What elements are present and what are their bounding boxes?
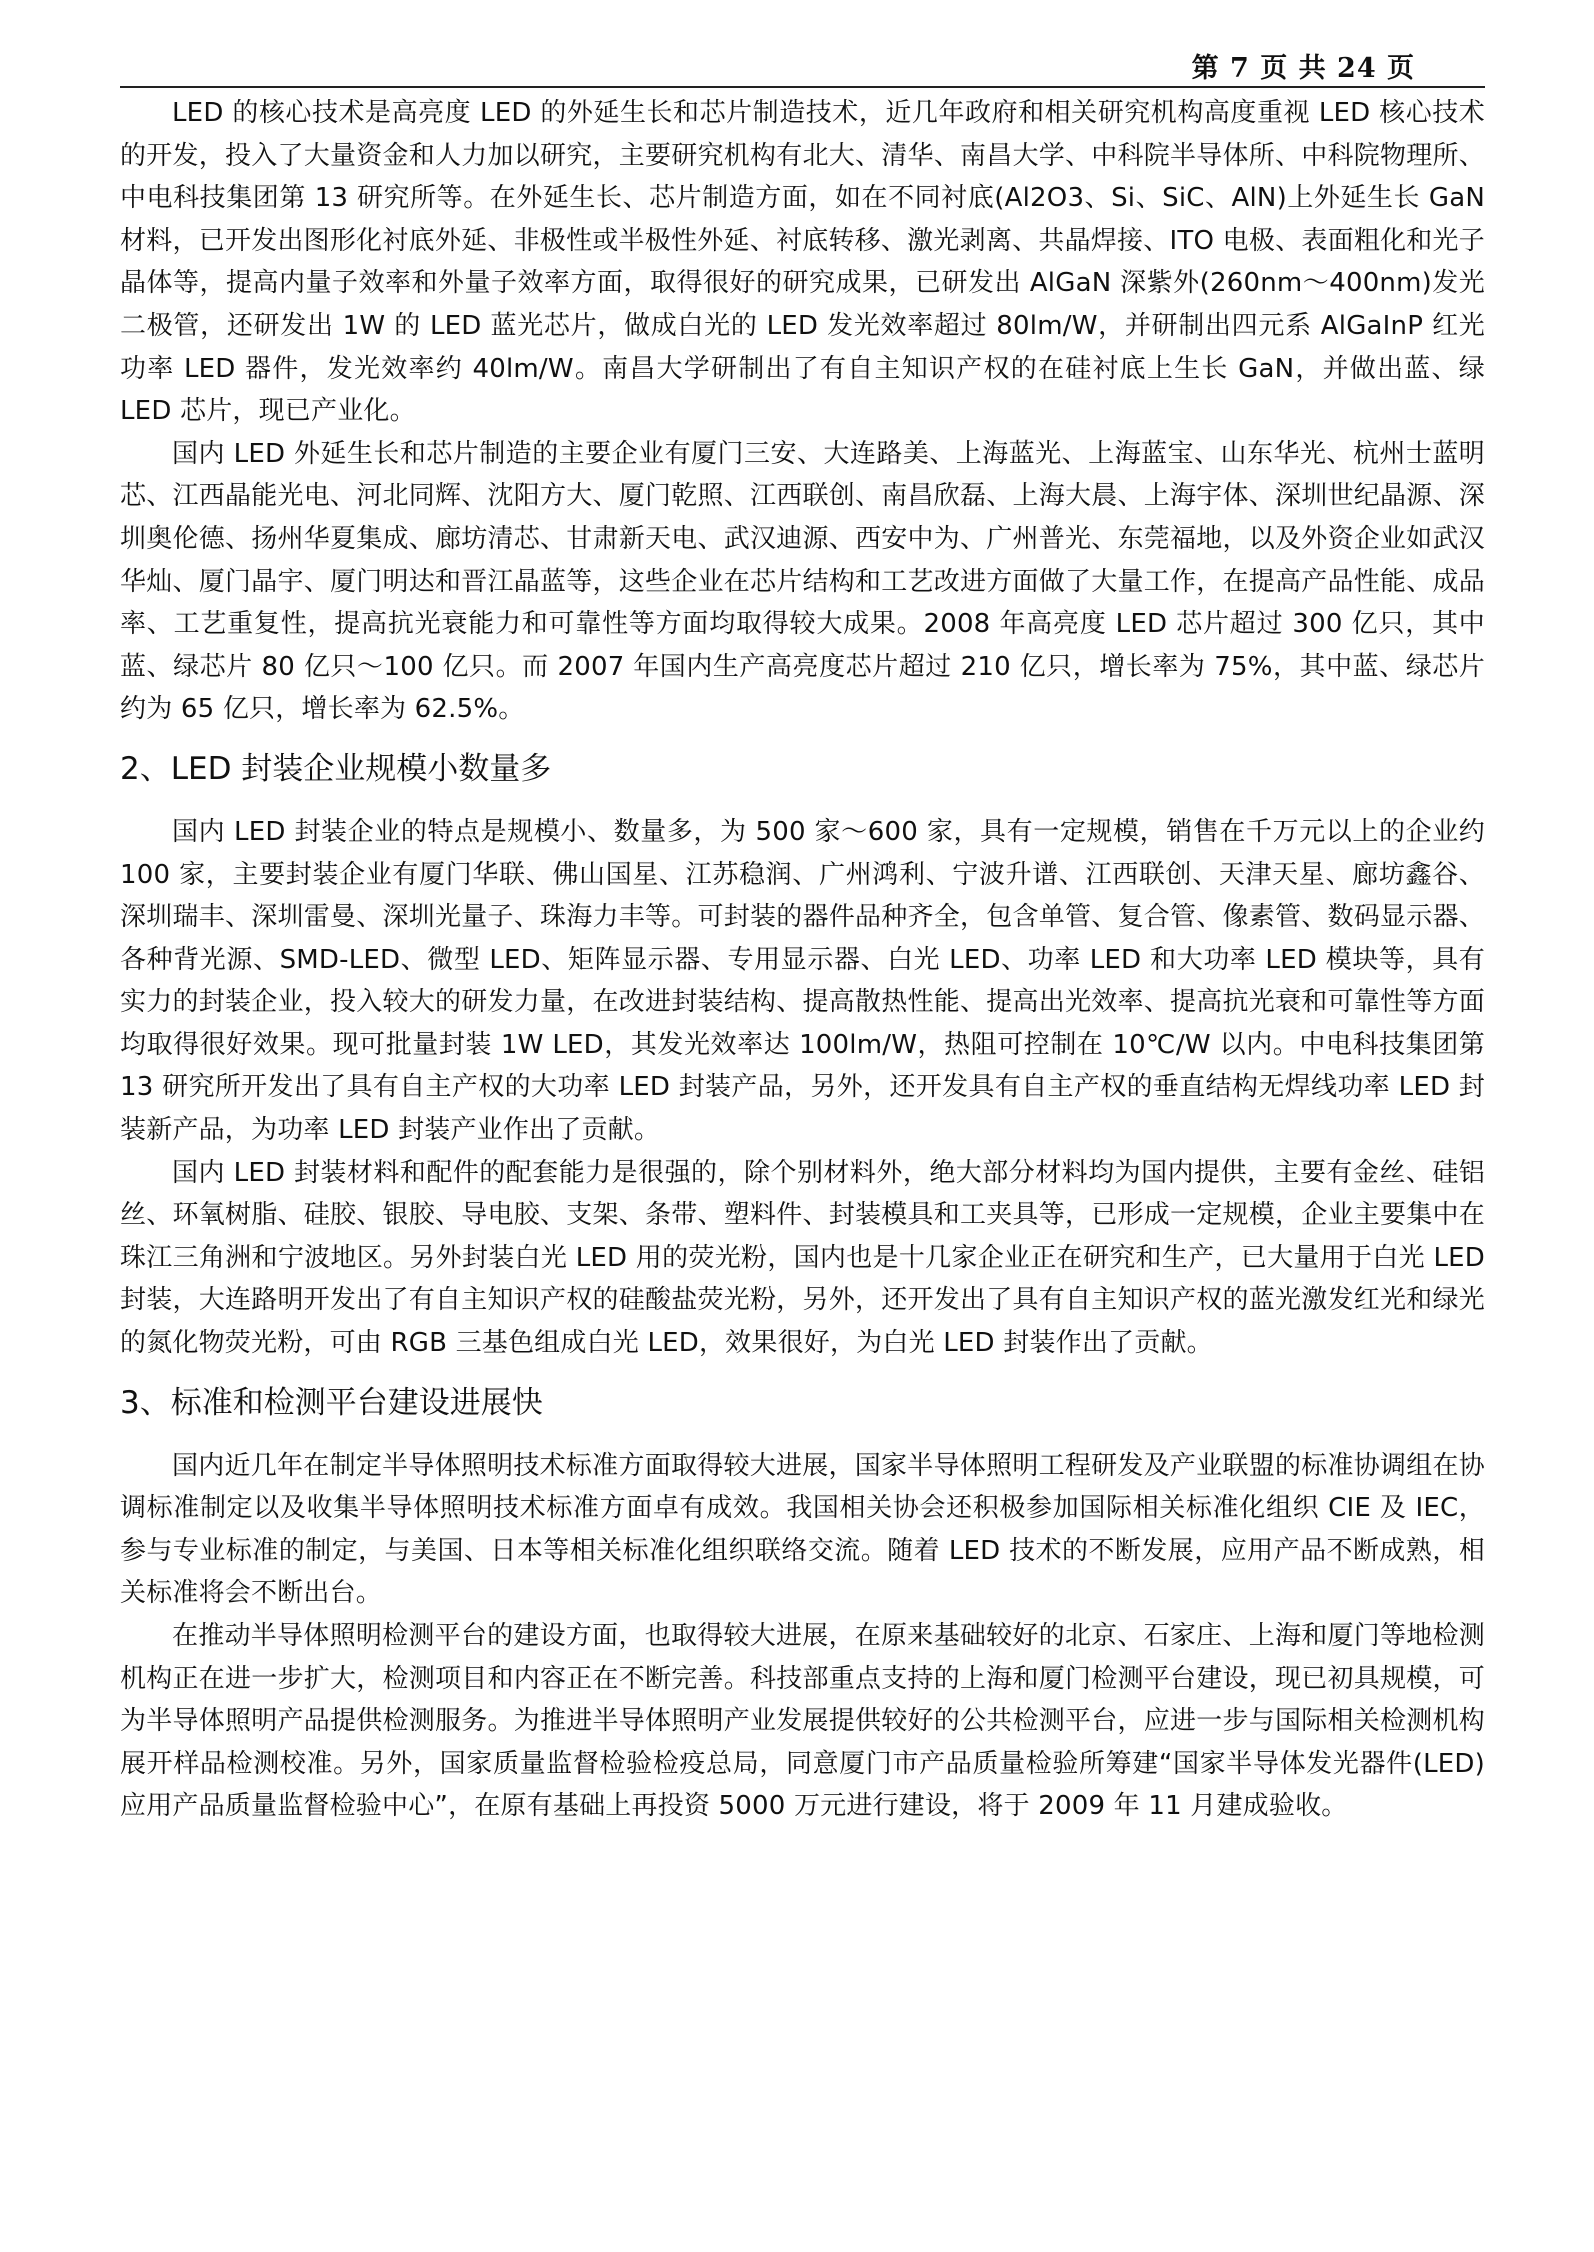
paragraph-led-core-tech: LED 的核心技术是高亮度 LED 的外延生长和芯片制造技术，近几年政府和相关研究机构高度重视 LED 核心技术的开发，投入了大量资金和人力加以研究，主要研究机构有北大、清华、南昌大学、中科院半导体所、中科院物理所、中电科技集团第 13 研究所等。在外延生长、芯片制造方面，如在不同衬底(Al2O3、Si、SiC、AlN)上外延生长 GaN 材料，已开发出图形化衬底外延、非极性或半极性外延、衬底转移、激光剥离、共晶焊接、ITO 电极、表面粗化和光子晶体等，提高内量子效率和外量子效率方面，取得很好的研究成果，已研发出 AlGaN 深紫外(260nm～400nm)发光二极管，还研发出 1W 的 LED 蓝光芯片，做成白光的 LED 发光效率超过 80lm/W，并研制出四元系 AlGaInP 红光功率 LED 器件，发光效率约 40lm/W。南昌大学研制出了有自主知识产权的在硅衬底上生长 GaN，并做出蓝、绿 LED 芯片，现已产业化。 [120, 98, 1485, 427]
page-header [120, 40, 1485, 88]
paragraph-packaging-enterprises: 国内 LED 封装企业的特点是规模小、数量多，为 500 家～600 家，具有一定规模，销售在千万元以上的企业约 100 家，主要封装企业有厦门华联、佛山国星、江苏稳润、广州鸿利、宁波升谱、江西联创、天津天星、廊坊鑫谷、深圳瑞丰、深圳雷曼、深圳光量子、珠海力丰等。可封装的器件品种齐全，包含单管、复合管、像素管、数码显示器、各种背光源、SMD-LED、微型 LED、矩阵显示器、专用显示器、白光 LED、功率 LED 和大功率 LED 模块等，具有实力的封装企业，投入较大的研发力量，在改进封装结构、提高散热性能、提高出光效率、提高抗光衰和可靠性等方面均取得很好效果。现可批量封装 1W LED，其发光效率达 100lm/W，热阻可控制在 10℃/W 以内。中电科技集团第 13 研究所开发出了具有自主产权的大功率 LED 封装产品，另外，还开发具有自主产权的垂直结构无焊线功率 LED 封装新产品，为功率 LED 封装产业作出了贡献。 [120, 816, 1485, 1146]
document-body [120, 92, 1485, 1828]
page-number: 第 7 页 共 24 页 [1191, 53, 1415, 84]
paragraph-testing-platform: 在推动半导体照明检测平台的建设方面，也取得较大进展，在原来基础较好的北京、石家庄、上海和厦门等地检测机构正在进一步扩大，检测项目和内容正在不断完善。科技部重点支持的上海和厦门检测平台建设，现已初具规模，可为半导体照明产品提供检测服务。为推进半导体照明产业发展提供较好的公共检测平台，应进一步与国际相关检测机构展开样品检测校准。另外，国家质量监督检验检疫总局，同意厦门市产品质量检验所筹建“国家半导体发光器件(LED)应用产品质量监督检验中心”，在原有基础上再投资 5000 万元进行建设，将于 2009 年 11 月建成验收。 [120, 1621, 1485, 1822]
paragraph-domestic-chip-makers: 国内 LED 外延生长和芯片制造的主要企业有厦门三安、大连路美、上海蓝光、上海蓝宝、山东华光、杭州士蓝明芯、江西晶能光电、河北同辉、沈阳方大、厦门乾照、江西联创、南昌欣磊、上海大晨、上海宇体、深圳世纪晶源、深圳奥伦德、扬州华夏集成、廊坊清芯、甘肃新天电、武汉迪源、西安中为、广州普光、东莞福地，以及外资企业如武汉华灿、厦门晶宇、厦门明达和晋江晶蓝等，这些企业在芯片结构和工艺改进方面做了大量工作，在提高产品性能、成品率、工艺重复性，提高抗光衰能力和可靠性等方面均取得较大成果。2008 年高亮度 LED 芯片超过 300 亿只，其中蓝、绿芯片 80 亿只～100 亿只。而 2007 年国内生产高亮度芯片超过 210 亿只，增长率为 75%，其中蓝、绿芯片约为 65 亿只，增长率为 62.5%。 [120, 438, 1485, 725]
section-heading-standards: 3、标准和检测平台建设进展快 [120, 1384, 543, 1421]
section-heading-packaging: 2、LED 封装企业规模小数量多 [120, 750, 552, 787]
paragraph-standards: 国内近几年在制定半导体照明技术标准方面取得较大进展，国家半导体照明工程研发及产业联盟的标准协调组在协调标准制定以及收集半导体照明技术标准方面卓有成效。我国相关协会还积极参加国际相关标准化组织 CIE 及 IEC，参与专业标准的制定，与美国、日本等相关标准化组织联络交流。随着 LED 技术的不断发展，应用产品不断成熟，相关标准将会不断出台。 [120, 1450, 1485, 1609]
paragraph-packaging-materials: 国内 LED 封装材料和配件的配套能力是很强的，除个别材料外，绝大部分材料均为国内提供，主要有金丝、硅铝丝、环氧树脂、硅胶、银胶、导电胶、支架、条带、塑料件、封装模具和工夹具等，已形成一定规模，企业主要集中在珠江三角洲和宁波地区。另外封装白光 LED 用的荧光粉，国内也是十几家企业正在研究和生产，已大量用于白光 LED 封装，大连路明开发出了有自主知识产权的硅酸盐荧光粉，另外，还开发出了具有自主知识产权的蓝光激发红光和绿光的氮化物荧光粉，可由 RGB 三基色组成白光 LED，效果很好，为白光 LED 封装作出了贡献。 [120, 1157, 1485, 1359]
document-page [120, 40, 1485, 1828]
